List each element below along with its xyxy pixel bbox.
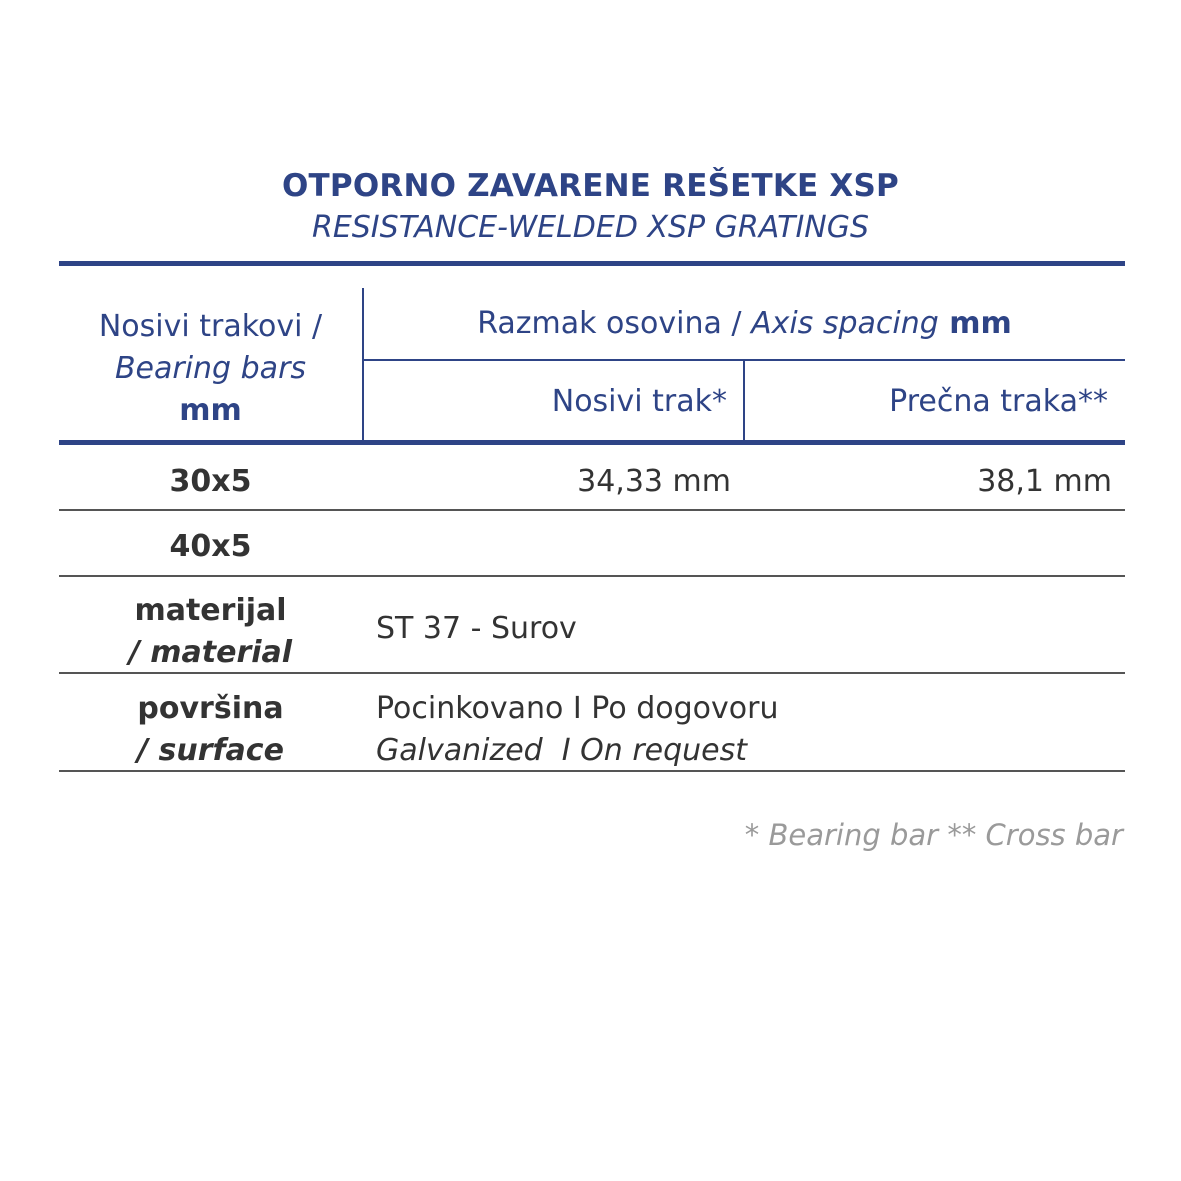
header-axis-spacing-unit: mm [938, 306, 1012, 341]
header-bearing-bars-english: Bearing bars [114, 351, 307, 386]
footnote: * Bearing bar ** Cross bar [744, 818, 1123, 852]
surface-value-english: Galvanized I On request [376, 733, 748, 768]
row-divider-4 [59, 770, 1125, 772]
surface-label [59, 688, 362, 772]
material-label [59, 590, 362, 674]
surface-label-native: površina [137, 691, 284, 726]
surface-label-english: / surface [137, 733, 284, 768]
title-native: OTPORNO ZAVARENE REŠETKE XSP [282, 168, 899, 204]
header-bottom-rule [59, 440, 1125, 445]
surface-value [376, 688, 778, 772]
header-col-cross: Prečna traka** [889, 384, 1108, 419]
title-english: RESISTANCE-WELDED XSP GRATINGS [311, 210, 870, 245]
header-bearing-bars-unit: mm [179, 393, 242, 428]
material-label-english: / material [128, 635, 293, 670]
header-axis-spacing [364, 306, 1125, 341]
row-label-30x5: 30x5 [169, 464, 252, 499]
row-divider-1 [59, 509, 1125, 511]
header-col-bearing: Nosivi trak* [551, 384, 727, 419]
row-divider-3 [59, 672, 1125, 674]
material-value: ST 37 - Surov [376, 611, 577, 646]
surface-value-native: Pocinkovano I Po dogovoru [376, 691, 779, 726]
header-bearing-bars-native: Nosivi trakovi / [98, 309, 323, 344]
row-divider-2 [59, 575, 1125, 577]
header-axis-spacing-english: Axis spacing [751, 306, 939, 341]
material-label-native: materijal [134, 593, 287, 628]
row-bearing-30x5: 34,33 mm [577, 464, 731, 499]
header-bearing-bars [59, 306, 362, 432]
table-top-rule [59, 261, 1125, 266]
row-cross-30x5: 38,1 mm [977, 464, 1112, 499]
row-label-40x5: 40x5 [169, 529, 252, 564]
header-axis-spacing-native: Razmak osovina / [477, 306, 752, 341]
